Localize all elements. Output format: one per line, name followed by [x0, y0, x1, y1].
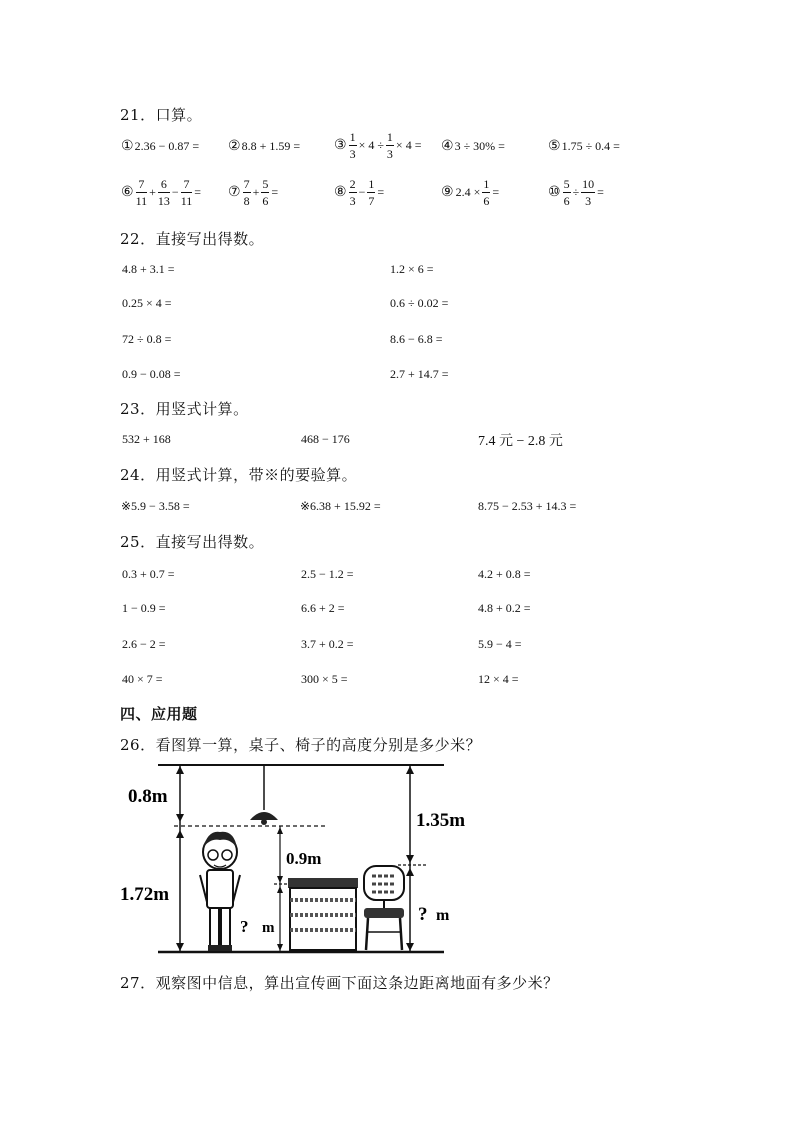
fraction: $\frac{1}{6}$ [483, 177, 490, 208]
oral-item-8: ⑧ $\frac{2}{3}$ − $\frac{1}{7}$ = [334, 177, 385, 208]
fraction: $\frac{1}{3}$ [349, 130, 356, 161]
desk-illustration [288, 878, 358, 950]
fraction: $\frac{10}{3}$ [582, 177, 595, 208]
height-figure [120, 760, 466, 956]
oral-item-4 [441, 138, 505, 155]
item-index: ② [228, 139, 241, 154]
oral-item-3: ③ $\frac{1}{3}$ × 4 ÷ $\frac{1}{3}$ × 4 = [334, 130, 422, 161]
q22-left-2: 0.25 × 4 = [122, 296, 172, 310]
item-expression: 2.36 − 0.87 = [134, 139, 200, 153]
q25-cell: 2.5 − 1.2 = [301, 567, 354, 581]
chair-height-question: ? [418, 904, 428, 925]
q24-item-1: ※5.9 − 3.58 = [121, 499, 190, 513]
q22-right-1: 1.2 × 6 = [390, 262, 434, 276]
item-index: ④ [441, 139, 454, 154]
oral-item-7: ⑦ $\frac{7}{8}$ + $\frac{5}{6}$ = [228, 177, 279, 208]
item-index: ⑤ [548, 139, 561, 154]
q24-item-2: ※6.38 + 15.92 = [300, 499, 381, 513]
q27-title: 27．观察图中信息，算出宣传画下面这条边距离地面有多少米？ [120, 974, 559, 992]
q23-item-2: 468 − 176 [301, 432, 350, 446]
item-index: ⑨ [441, 185, 454, 200]
q25-cell: 5.9 − 4 = [478, 637, 522, 651]
q25-cell: 4.8 + 0.2 = [478, 601, 531, 615]
item-index: ⑦ [228, 185, 241, 200]
label-1.72m: 1.72m [120, 884, 170, 905]
oral-item-10: ⑩ $\frac{5}{6}$ ÷ $\frac{10}{3}$ = [548, 177, 604, 208]
fraction: $\frac{1}{7}$ [368, 177, 375, 208]
q25-cell: 2.6 − 2 = [122, 637, 166, 651]
item-index: ⑧ [334, 185, 347, 200]
item-expression: 3 ÷ 30% = [454, 139, 505, 153]
fraction: $\frac{2}{3}$ [349, 177, 356, 208]
q25-cell: 6.6 + 2 = [301, 601, 345, 615]
q23-title: 23．用竖式计算。 [120, 400, 249, 418]
desk-height-question: ? [240, 917, 249, 936]
label-1.35m: 1.35m [416, 810, 466, 831]
q25-cell: 300 × 5 = [301, 672, 348, 686]
q21-title: 21．口算。 [120, 106, 203, 124]
item-expression: 8.8 + 1.59 = [241, 139, 301, 153]
label-0.8m: 0.8m [128, 786, 168, 807]
q24-title: 24．用竖式计算，带※的要验算。 [120, 466, 358, 484]
chair-illustration [364, 866, 404, 950]
q25-title: 25．直接写出得数。 [120, 533, 265, 551]
q23-item-1: 532 + 168 [122, 432, 171, 446]
q22-right-4: 2.7 + 14.7 = [390, 367, 449, 381]
label-0.9m: 0.9m [286, 849, 322, 868]
oral-item-2 [228, 138, 300, 155]
q25-cell: 40 × 7 = [122, 672, 163, 686]
q26-title: 26．看图算一算，桌子、椅子的高度分别是多少米？ [120, 736, 482, 754]
q22-left-1: 4.8 + 3.1 = [122, 262, 175, 276]
q25-cell: 12 × 4 = [478, 672, 519, 686]
q24-item-3: 8.75 − 2.53 + 14.3 = [478, 499, 577, 513]
item-index: ⑩ [548, 185, 561, 200]
q22-left-4: 0.9 − 0.08 = [122, 367, 181, 381]
q22-title: 22．直接写出得数。 [120, 230, 265, 248]
q25-cell: 4.2 + 0.8 = [478, 567, 531, 581]
desk-height-unit: m [262, 920, 275, 936]
item-index: ① [121, 139, 134, 154]
fraction: $\frac{7}{11}$ [135, 177, 148, 208]
fraction: $\frac{5}{6}$ [563, 177, 570, 208]
fraction: $\frac{7}{11}$ [180, 177, 193, 208]
section-heading: 四、应用题 [120, 705, 198, 723]
oral-item-6: ⑥ $\frac{7}{11}$ + $\frac{6}{13}$ − $\frac{7}{11}$ = [121, 177, 202, 208]
q22-right-2: 0.6 ÷ 0.02 = [390, 296, 449, 310]
fraction: $\frac{7}{8}$ [243, 177, 250, 208]
q23-item-3: 7.4 元 − 2.8 元 [478, 434, 563, 449]
item-index: ⑥ [121, 185, 134, 200]
item-expression: 1.75 ÷ 0.4 = [561, 139, 620, 153]
oral-item-9: ⑨ 2.4 × $\frac{1}{6}$ = [441, 177, 500, 208]
chair-height-unit: m [436, 907, 450, 924]
q22-right-3: 8.6 − 6.8 = [390, 332, 443, 346]
q25-cell: 1 − 0.9 = [122, 601, 166, 615]
boy-illustration [200, 832, 240, 951]
q25-cell: 3.7 + 0.2 = [301, 637, 354, 651]
oral-item-1 [121, 138, 199, 155]
item-index: ③ [334, 138, 347, 153]
oral-item-5 [548, 138, 620, 155]
q25-cell: 0.3 + 0.7 = [122, 567, 175, 581]
fraction: $\frac{5}{6}$ [262, 177, 269, 208]
fraction: $\frac{1}{3}$ [386, 130, 393, 161]
fraction: $\frac{6}{13}$ [157, 177, 170, 208]
q22-left-3: 72 ÷ 0.8 = [122, 332, 172, 346]
